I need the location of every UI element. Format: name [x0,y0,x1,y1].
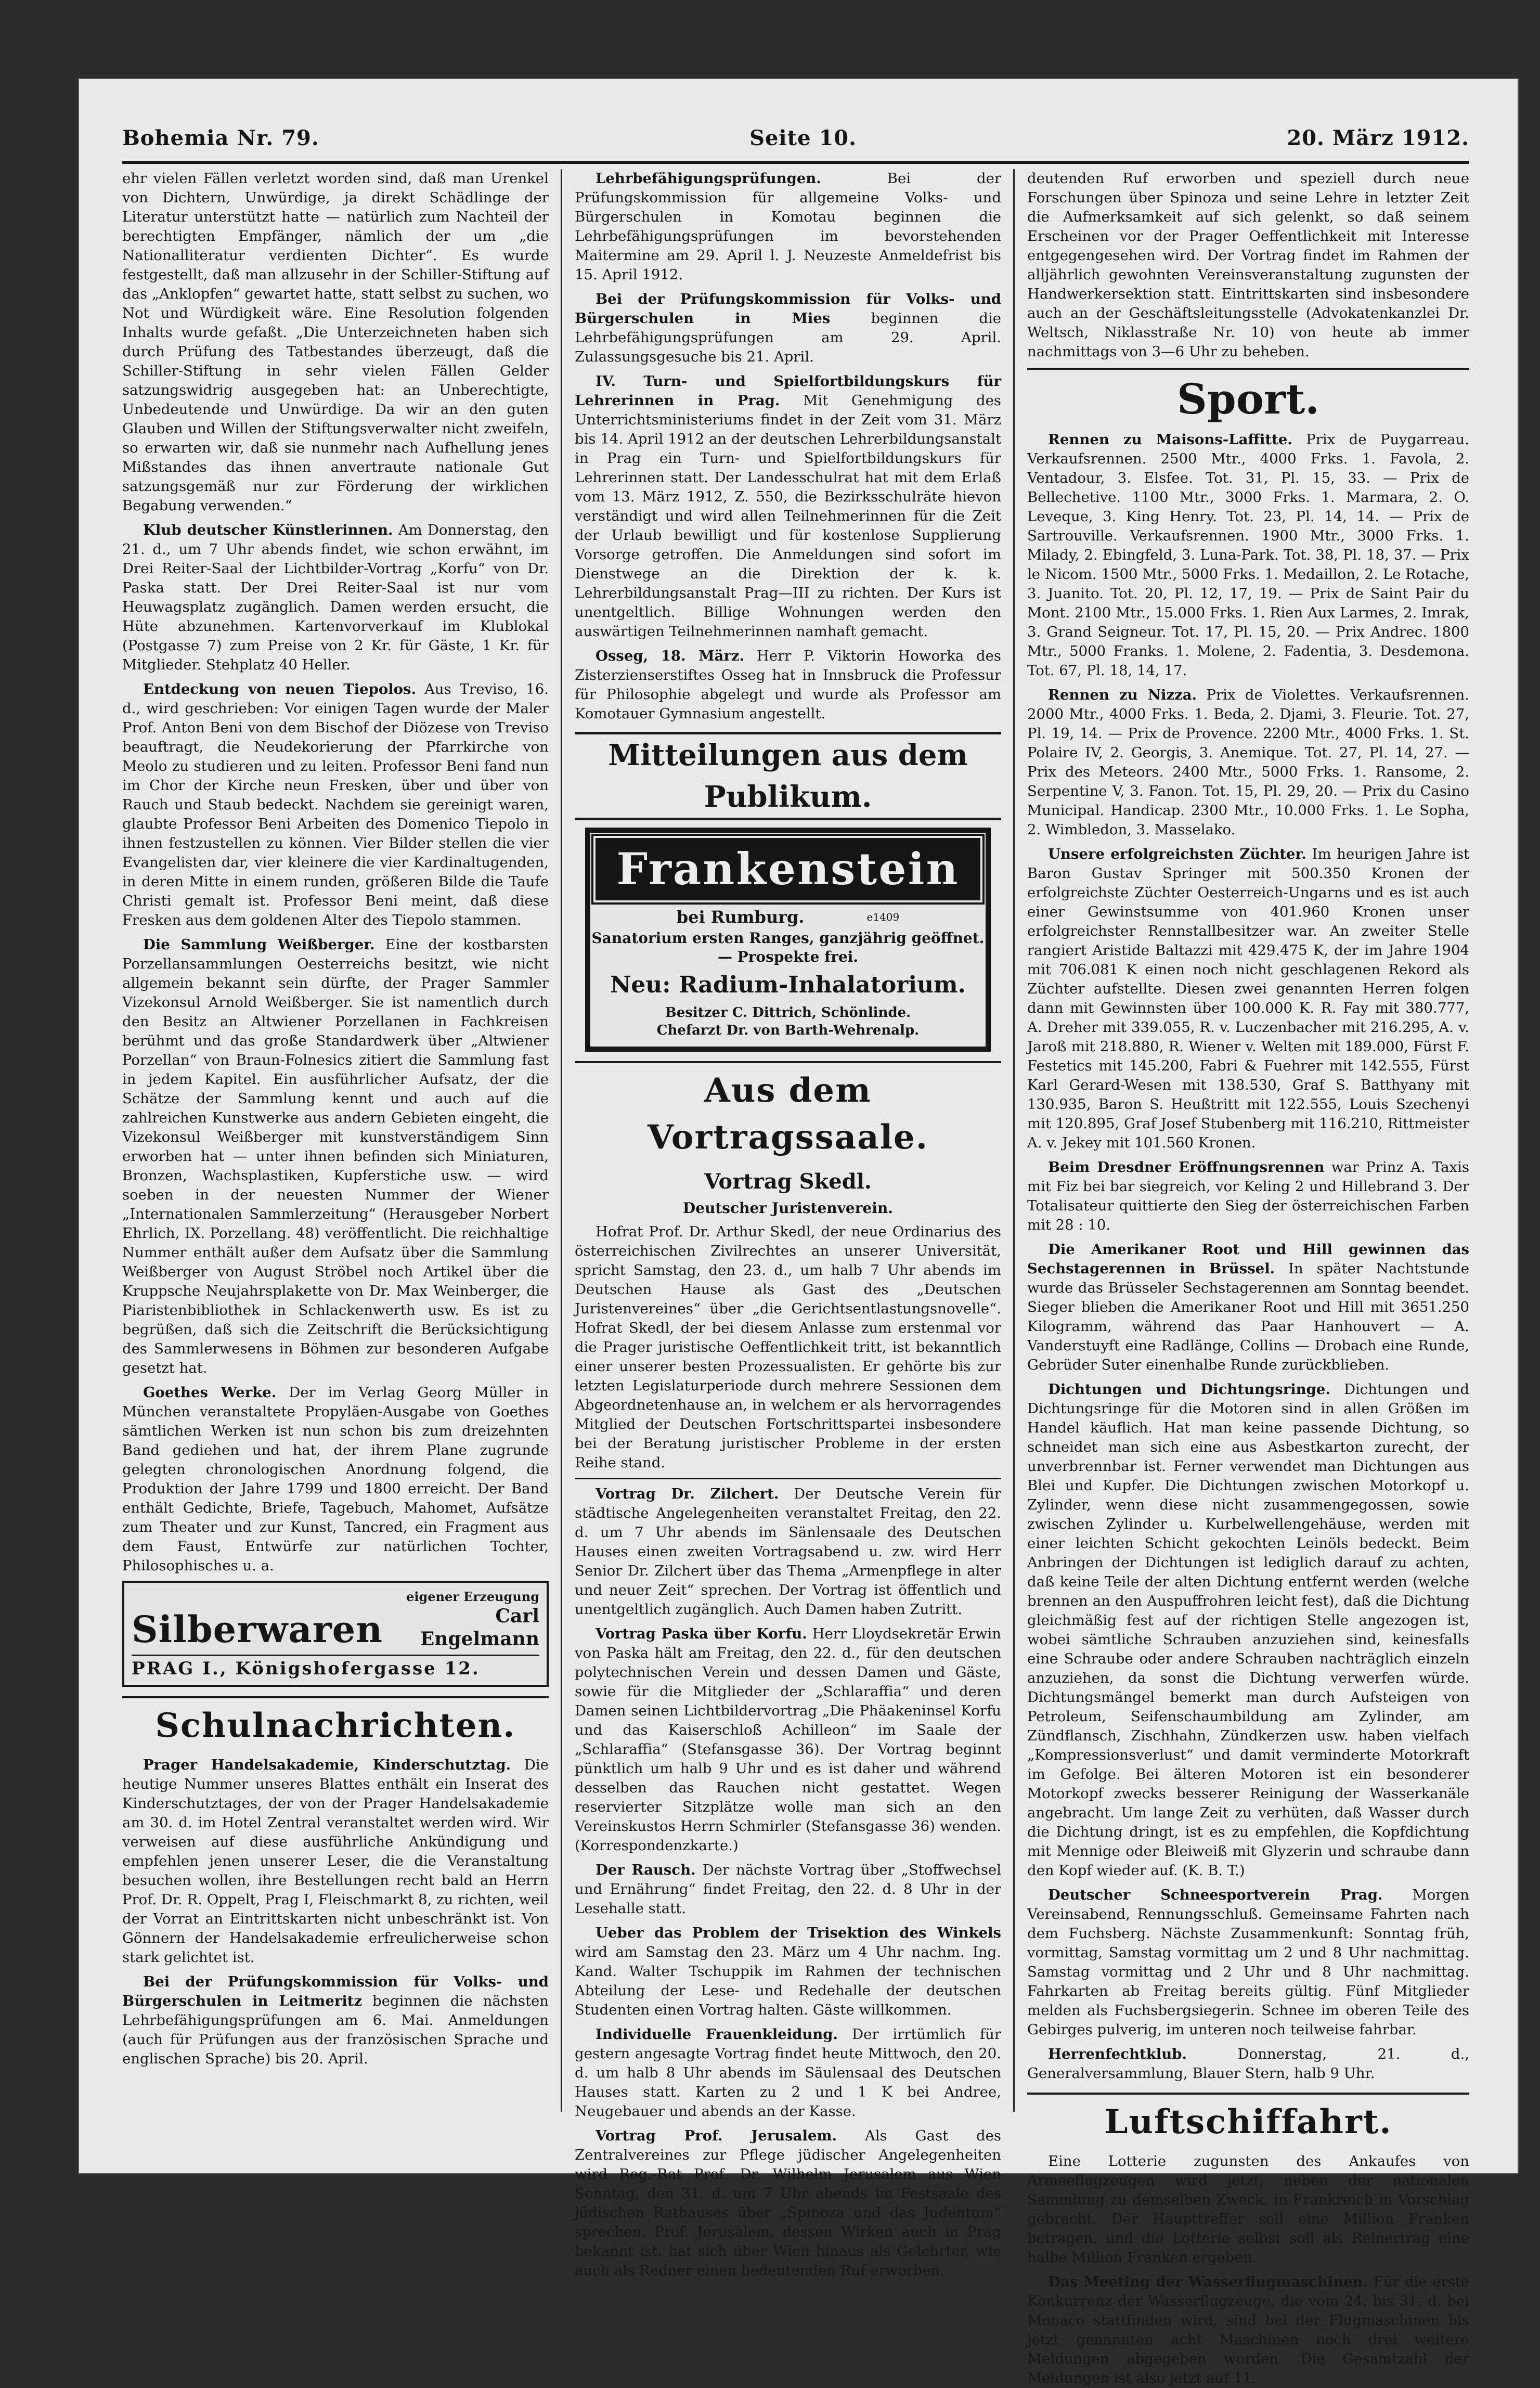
news-item [1027,1886,1469,2040]
section-title-mitteilungen: Mitteilungen aus dem Publikum. [575,732,1001,820]
ad-owner [590,1004,986,1039]
news-item-title: Rennen zu Nizza. [1048,687,1197,703]
ad-location-row [590,908,986,927]
news-item-body: Herr Lloydsekretär Erwin von Paska hält am Freitag, den 22. d., für den deutschen polytechnischen Verein und dessen Damen und Gäste, sowie für die Mitglieder der „Schlaraffia“ und deren Damen seinen Lichtbildervortrag „Die Phäakeninsel Korfu und das Kaiserschloß Achilleon“ im Saale der „Schlaraffia“ (Stefansgasse 36). Der Vortrag beginnt pünktlich um halb 9 Uhr und es ist daher und während desselben das Rauchen nicht gestattet. Wegen reservierter Sitzplätze wolle man sich an den Vereinskustos Herrn Schmirler (Stefansgasse 36) wenden. (Korrespondenzkarte.) [575,1625,1001,1854]
news-item [575,169,1001,285]
news-item-title: Goethes Werke. [143,1384,277,1401]
news-item-body: Prix de Violettes. Verkaufsrennen. 2000 Mtr., 4000 Frks. 1. Beda, 2. Djami, 3. Fleurie. Tot. 27, Pl. 19, 14. — Prix de Provence. 2200 Mtr., 4000 Frks. 1. St. Polaire IV, 2. Georgis, 3. Anemique. Tot. 27, Pl. 14, 27. — Prix des Meteors. 2400 Mtr., 5000 Frks. 1. Ransome, 2. Serpentine V, 3. Fanon. Tot. 15, Pl. 29, 20. — Prix du Casino Municipal. Handicap. 2300 Mtr., 10.000 Frks. 1. Le Sopha, 2. Wimbledon, 3. Masselako. [1027,687,1469,838]
news-item [1027,430,1469,680]
ad-headline: Silberwaren [132,1608,383,1651]
page-header [122,114,1469,164]
divider [575,1478,1001,1479]
news-item-body: Der irrtümlich für gestern angesagte Vortrag findet heute Mittwoch, den 20. d. um halb 8 Uhr abends im Säulensaal des Deutschen Hauses statt. Karten zu 2 und 1 K bei Andree, Neugebauer und abends an der Kasse. [575,2026,1001,2120]
silverware-advertisement [122,1581,549,1687]
news-item-title: Lehrbefähigungsprüfungen. [596,170,821,187]
news-item-title: Prager Handelsakademie, Kinderschutztag. [143,1757,511,1773]
ad-code: e1409 [866,911,900,923]
news-item-title: Entdeckung von neuen Tiepolos. [143,681,417,698]
news-item-title: Individuelle Frauenkleidung. [596,2026,838,2043]
article-body: Hofrat Prof. Dr. Arthur Skedl, der neue Ordinarius des österreichischen Zivilrechtes an unserer Universität, spricht Samstag, den 23. d., um halb 7 Uhr abends im Deutschen Hause als Gast des „Deutschen Juristenvereines“ über „die Gerichtsentlastungsnovelle“. Hofrat Skedl, der bei diesem Anlasse zum erstenmal vor die Prager juristische Oeffentlichkeit tritt, ist bekanntlich einer unserer besten Prozessualisten. Er gehörte bis zur letzten Legislaturperiode durch mehrere Sessionen dem Abgeordnetenhause an, in welchem er als hervorragendes Mitglied der Deutschen Fortschrittspartei insbesondere bei der Beratung juristischer Probleme in der ersten Reihe stand. [575,1223,1001,1471]
column-divider [1013,169,1015,2112]
section-title-luftschiffahrt: Luftschiffahrt. [1027,2093,1469,2146]
news-item-title: Dichtungen und Dichtungsringe. [1048,1381,1330,1398]
ad-feature: Neu: Radium-Inhalatorium. [610,972,966,998]
sanatorium-advertisement [585,828,991,1052]
news-item [1027,2273,1469,2388]
news-item-title: Klub deutscher Künstlerinnen. [143,522,393,538]
news-item [122,1383,549,1576]
news-item-body: Der nächste Vortrag über „Stoffwechsel und Ernährung“ findet Freitag, den 22. d. 8 Uhr in der Lesehalle statt. [575,1862,1001,1917]
news-item-title: Das Meeting der Wasserflugmaschinen. [1048,2274,1368,2290]
section-title-vortragssaale: Aus dem Vortragssaale. [575,1061,1001,1161]
news-item [575,1861,1001,1918]
news-item-body: Mit Genehmigung des Unterrichtsministeriums findet in der Zeit vom 31. März bis 14. April 1912 an der deutschen Lehrerbildungsanstalt in Prag ein Turn- und Spielfortbildungskurs für Lehrerinnen statt. Der Landesschulrat hat mit dem Erlaß vom 13. März 1912, Z. 550, die Bezirksschulräte hievon verständigt und wird allen Teilnehmerinnen für die Zeit der Urlaub bewilligt und für kostenlose Supplierung Vorsorge getroffen. Die Anmeldungen sind sofort im Dienstwege an die Direktion der k. k. Lehrerbildungsanstalt Prag—III zu richten. Der Kurs ist unentgeltlich. Billige Wohnungen werden den auswärtigen Teilnehmerinnen namhaft gemacht. [575,392,1001,640]
news-item-body: beginnen die Lehrbefähigungsprüfungen am 29. April. Zulassungsgesuche bis 21. April. [575,310,1001,365]
news-item-title: Beim Dresdner Eröffnungsrennen [1048,1159,1325,1176]
news-item [122,1755,549,1967]
news-item-body: Der im Verlag Georg Müller in München veranstaltete Propyläen-Ausgabe von Goethes sämtlichen Werken ist nun schon bis zum dreizehnten Band gediehen und hat, der ihrem Plane zugrunde gelegten chronologischen Anordnung folgend, die Produktion der Jahre 1799 und 1800 erreicht. Der Band enthält Gedichte, Briefe, Tagebuch, Mahomet, Aufsätze zum Theater und zur Kunst, Tancred, ein Fragment aus dem Faust, Entwürfe zur natürlichen Tochter, Philosophisches u. a. [122,1384,549,1574]
news-item [575,1624,1001,1855]
article-continuation: ehr vielen Fällen verletzt worden sind, daß man Urenkel von Dichtern, Unwürdige, ja direkt Schädlinge der Literatur unterstützt hatte — natürlich zum Nachteil der berechtigten Empfänger, nämlich der um „die Nationalliteratur verdienten Dichter“. Es wurde festgestellt, daß man allzusehr in der Schiller-Stiftung auf das „Anklopfen“ gewartet hatte, statt selbst zu suchen, wo Not und Würdigkeit wäre. Eine Resolution folgenden Inhalts wurde gefaßt. „Die Unterzeichneten haben sich durch Prüfung des Tatbestandes überzeugt, daß die Schiller-Stiftung in sehr vielen Fällen Gelder satzungswidrig ausgegeben hat: an Unberechtigte, Unbedeutende und Unwürdige. Da wir an den guten Glauben und Willen der Stiftungsverwalter nicht zweifeln, so erwarten wir, daß sie nunmehr nach Aufhellung jenes Mißstandes das ihnen anvertraute nationale Gut satzungsgemäß nur zur Förderung der wirklichen Begabung verwenden.“ [122,170,549,514]
news-item [122,1972,549,2069]
news-item [575,372,1001,641]
ad-doctor-line: Chefarzt Dr. von Barth-Wehrenalp. [656,1023,920,1038]
article-body: Eine Lotterie zugunsten des Ankaufes von Armeeflugzeugen wird jetzt, neben der nationalen Sammlung zu demselben Zweck, in Frankreich in Vorschlag gebracht. Der Haupttreffer soll eine Million Franken betragen, und die Lotterie selbst soll als Reinertrag eine halbe Million Franken ergeben. [1027,2153,1469,2266]
news-item-body: Im heurigen Jahre ist Baron Gustav Springer mit 500.350 Kronen der erfolgreichste Züchter Oesterreich-Ungarns und es ist auch einer Gewinstsumme von 401.960 Kronen unser erfolgreichster Rennstallbesitzer war. An zweiter Stelle rangiert Aristide Baltazzi mit 429.475 K, der im Jahre 1904 mit 706.081 K einen noch nicht geschlagenen Rekord als Züchter aufstellte. Diesen zwei genannten Herren folgen dann mit Gewinnsten über 100.000 K. R. Fay mit 380.777, A. Dreher mit 339.055, R. v. Luczenbacher mit 216.295, A. v. Jaroß mit 218.880, R. Wiener v. Welten mit 189.000, Fürst F. Festetics mit 145.200, Fabri & Fuehrer mit 142.555, Fürst Karl Gerard-Wesen mit 138.530, Graf S. Batthyany mit 130.935, Baron S. Heußtritt mit 122.555, Louis Szechenyi mit 120.895, Graf Josef Stubenberg mit 116.210, Rittmeister A. v. Jekey mit 101.560 Kronen. [1027,846,1470,1151]
news-item-body: Eine der kostbarsten Porzellansammlungen Oesterreichs besitzt, wie nicht allgemein bekannt sein dürfte, der Prager Sammler Vizekonsul Arnold Weißberger. Sie ist namentlich durch den Besitz an Altwiener Porzellanen in Fachkreisen berühmt und das große Standardwerk über „Altwiener Porzellan“ von Braun-Folnesics zitiert die Sammlung fast in jedem Kapitel. Ein ausführlicher Aufsatz, der die Schätze der Sammlung kennt und auch auf die zahlreichen Kunstwerke aus andern Gebieten eingeht, die Vizekonsul Weißberger mit kunstverständigem Sinn erworben hat — unter ihnen befinden sich Miniaturen, Bronzen, Wachsplastiken, Kupferstiche usw. — wird soeben in der neuesten Nummer der Wiener „Internationalen Sammlerzeitung“ (Herausgeber Norbert Ehrlich, IX. Porzellang. 48) veröffentlicht. Die reichhaltige Nummer enthält außer dem Aufsatz über die Sammlung Weißberger von August Ströbel noch Artikel über die Kruppsche Neujahrsplakette von Dr. Max Weinberger, die Piaristenbibliothek in Schlackenwerth usw. Es ist zu begrüßen, daß sich die Zeitschrift die Berücksichtigung des Sammlerwesens in Böhmen zur besonderen Aufgabe gesetzt hat. [122,936,549,1376]
news-item-body: Dichtungen und Dichtungsringe für die Motoren sind in allen Größen im Handel käuflich. Hat man keine passende Dichtung, so schneidet man sich eine aus Asbestkarton zurecht, der unverbrennbar ist. Ferner verwendet man Dichtungen aus Blei und Kupfer. Die Dichtungen zwischen Motorkopf u. Zylinder, wenn diese nicht zusammengegossen, sowie zwischen Zylinder u. Kurbelwellengehäuse, werden mit einer leichten Schicht gekochten Leinöls bedeckt. Beim Anbringen der Dichtungen ist lediglich darauf zu achten, daß keine Teile der alten Dichtung entfernt werden (welche brennen an den Auspuffrohren leicht fest), daß die Dichtung gleichmäßig fest auf der richtigen Stelle angezogen ist, wobei sämtliche Schrauben anzuziehen sind, keinesfalls eine Schraube oder andere Schrauben nachträglich einzeln anzuziehen, da sonst die Dichtung verwerfen würde. Dichtungsmängel bemerkt man durch Aufsteigen von Petroleum, Seifenschaumbildung am Zylinder, am Zündflansch, Zischhahn, Zündkerzen usw. haben vielfach „Kompressionsverlust“ und damit verminderte Motorkraft im Gefolge. Bei älteren Motoren ist ein besonderer Motorkopf zwecks besserer Reinigung der Wasserkanäle angebracht. Um lange Zeit zu verhüten, daß Wasser durch die Dichtung dringt, ist es zu empfehlen, die Kopfdichtung mit Mennige oder Bleiweiß mit Glyzerin und schraube dann den Kopf wieder auf. (K. B. T.) [1027,1381,1470,1879]
article-continuation: deutenden Ruf erworben und speziell durch neue Forschungen über Spinoza und seine Lehre in letzter Zeit die Aufmerksamkeit auf sich gelenkt, so daß seinem Erscheinen vor der Prager Oeffentlichkeit mit Interesse entgegengesehen wird. Der Vortrag findet im Rahmen der alljährlich gewohnten Vereinsveranstaltung zugunsten der Handwerkersektion statt. Eintrittskarten sind insbesondere auch an der Geschäftsleitungsstelle (Advokatenkanzlei Dr. Weltsch, Niklasstraße Nr. 10) von heute ab immer nachmittags von 3—6 Uhr zu beheben. [1027,170,1469,360]
news-item [575,2126,1001,2280]
newspaper-page [78,78,1519,2386]
ad-tagline: eigener Erzeugung [406,1589,539,1604]
article-title: Vortrag Skedl. [704,1169,872,1194]
news-item-body: Für die erste Konkurrenz der Wasserflugzeuge, die vom 24. bis 31. d. bei Monaco stattfinden wird, sind bei der Flugmaschinen bis jetzt genannten acht Maschinen noch drei weitere Meldungen abgegeben worden. Die Gesamtzahl der Meldungen ist also jetzt auf 11. [1027,2274,1470,2386]
news-item-body: Morgen Vereinsabend, Rennungsschluß. Gemeinsame Fahrten nach dem Fuchsberg. Nächste Zusammenkunft: Sonntag früh, vormittag, Samstag vormittag um 2 und 8 Uhr nachmittag. Samstag vormittag und 2 Uhr und 8 Uhr nachmittag. Fahrkarten ab Freitag bereits gültig. Fünf Mitglieder melden als Fuchsbergsiegerin. Schnee im oberen Teile des Gebirges pulverig, im unteren noch teilweise fahrbar. [1027,1887,1469,2038]
news-item-title: Osseg, 18. März. [596,648,745,664]
page-number: Seite 10. [749,125,857,150]
column-divider [561,169,562,2112]
news-item-title: Der Rausch. [596,1862,696,1878]
news-item-body: war Prinz A. Taxis mit Fiz bei bar siegreich, vor Keling 2 und Hillebrand 3. Der Totalisateur quittierte den Sieg der österreichischen Farben mit 28 : 10. [1027,1159,1469,1233]
ad-location: bei Rumburg. [676,907,805,927]
news-item-title: Deutscher Schneesportverein Prag. [1048,1887,1383,1903]
ad-logo-frankenstein: Frankenstein [593,836,982,902]
news-item-body: Bei der Prüfungskommission für allgemeine Volks- und Bürgerschulen in Komotau beginnen die Lehrbefähigungsprüfungen im bevorstehenden Maitermine am 29. April l. J. Neuzeste Anmeldefrist bis 15. April 1912. [575,170,1001,283]
news-item-body: Der Deutsche Verein für städtische Angelegenheiten veranstaltet Freitag, den 22. d. um 7 Uhr abends im Sänlensaale des Deutschen Hauses einen zweiten Vortragsabend u. zw. wird Herr Senior Dr. Zilchert über das Thema „Armenpflege in alter und neuer Zeit“ sprechen. Der Vortrag ist öffentlich und unentgeltlich zugänglich. Auch Damen haben Zutritt. [575,1486,1001,1618]
news-item-body: Donnerstag, 21. d., Generalversammlung, Blauer Stern, halb 9 Uhr. [1027,2046,1469,2082]
news-item-body: wird am Samstag den 23. März um 4 Uhr nachm. Ing. Kand. Walter Tschuppik im Rahmen der technischen Abteilung der Lese- und Redehalle der deutschen Studenten einen Vortrag halten. Gäste willkommen. [575,1944,1001,2018]
news-item-body: Aus Treviso, 16. d., wird geschrieben: Vor einigen Tagen wurde der Maler Prof. Anton Beni von dem Bischof der Diözese von Treviso beauftragt, die Neudekorierung der Pfarrkirche von Meolo zu studieren und zu leiten. Professor Beni fand nun im Chor der Kirche neun Fresken, über und über von Rauch und Staub bedeckt. Nachdem sie gereinigt waren, glaubte Professor Beni Arbeiten des Domenico Tiepolo in ihnen festzustellen zu können. Vier Bilder stellen die vier Evangelisten dar, vier kleinere die vier Kardinaltugenden, in deren Mitte in einem runden, größeren Bilde die Taufe Christi gemalt ist. Professor Beni meint, daß diese Fresken aus dem goldenen Alter des Tiepolo stammen. [122,681,549,928]
news-item [1027,845,1469,1153]
article-subtitle: Deutscher Juristenverein. [682,1199,894,1217]
news-item-title: Vortrag Dr. Zilchert. [596,1486,779,1502]
news-item [575,2025,1001,2121]
news-item [1027,2045,1469,2083]
news-item-title: Vortrag Paska über Korfu. [596,1625,807,1642]
news-item-body: Die heutige Nummer unseres Blattes enthält ein Inserat des Kinderschutztages, der von der Prager Handelsakademie am 30. d. im Hotel Zentral veranstaltet werden wird. Wir verweisen auf diese ausführliche Ankündigung und empfehlen jenen unserer Leser, die die Veranstaltung besuchen wollen, ihre Bestellungen recht bald an Herrn Prof. Dr. R. Oppelt, Prag I, Fleischmarkt 8, zu richten, weil der Vorrat an Eintrittskarten nicht unbeschränkt ist. Von Gönnern der Handelsakademie erfreulicherweise schon stark gelichtet ist. [122,1757,549,1966]
news-item-title: Vortrag Prof. Jerusalem. [596,2127,837,2144]
news-item-title: Bei der Prüfungskommission für Volks- und Bürgerschulen in Leitmeritz [122,1973,549,2009]
ad-company: Carl Engelmann [420,1605,539,1650]
news-item [1027,1158,1469,1235]
news-item-title: Herrenfechtklub. [1048,2046,1187,2062]
news-item-title: Unsere erfolgreichsten Züchter. [1048,846,1306,862]
news-item [575,1924,1001,2020]
issue-date: 20. März 1912. [1287,125,1469,150]
ad-description: Sanatorium ersten Ranges, ganzjährig geöffnet. — Prospekte frei. [591,930,985,965]
ad-address: PRAG I., Königshofergasse 12. [132,1655,539,1679]
news-item [1027,1380,1469,1880]
ad-owner-line: Besitzer C. Dittrich, Schönlinde. [665,1005,911,1021]
news-item-body: Als Gast des Zentralvereines zur Pflege jüdischer Angelegenheiten wird Reg.-Rat Prof. Dr. Wilhelm Jerusalem aus Wien Sonntag, den 31. d. um 7 Uhr abends im Festsaale des jüdischen Rathauses über „Spinoza und das Judentum“ sprechen. Prof. Jerusalem, dessen Wirken auch in Prag bekannt ist, hat sich über Wien hinaus als Gelehrter, wie auch als Redner einen bedeutenden Ruf erworben. [575,2127,1001,2279]
news-item [122,680,549,930]
news-item-body: Prix de Puygarreau. Verkaufsrennen. 2500 Mtr., 4000 Frks. 1. Favola, 2. Ventadour, 3. Elsfee. Tot. 31, Pl. 15, 33. — Prix de Bellechetive. 1100 Mtr., 3000 Frks. 1. Marmara, 2. O. Leveque, 3. King Henry. Tot. 23, Pl. 14, 14. — Prix de Sartrouville. Verkaufsrennen. 1900 Mtr., 3000 Frks. 1. Milady, 2. Ebingfeld, 3. Luna-Park. Tot. 38, Pl. 18, 37. — Prix le Nicom. 1500 Mtr., 5000 Frks. 1. Medaillon, 2. Le Rotache, 3. Juanito. Tot. 20, Pl. 12, 17, 19. — Prix de Saint Pair du Mont. 2100 Mtr., 15.000 Frks. 1. Rien Aux Larmes, 2. Imrak, 3. Grand Seigneur. Tot. 17, Pl. 15, 20. — Prix Andrec. 1800 Mtr., 5000 Franks. 1. Molene, 2. Fadentia, 3. Desdemona. Tot. 67, Pl. 18, 14, 17. [1027,431,1470,679]
news-item-body: In später Nachtstunde wurde das Brüsseler Sechstagerennen am Sonntag beendet. Sieger blieben die Amerikaner Root und Hill mit 3651.250 Kilogramm, während das Paar Hanhouvert — A. Vanderstuyft eine Radlänge, Collins — Drobach eine Runde, Gebrüder Suter einenhalbe Runde zurückblieben. [1027,1260,1469,1373]
news-item-body: beginnen die nächsten Lehrbefähigungsprüfungen am 6. Mai. Anmeldungen (auch für Prüfungen aus der französischen Sprache und englischen Sprache) bis 20. April. [122,1993,549,2067]
news-item-title: Die Sammlung Weißberger. [143,936,375,953]
news-item [575,1485,1001,1619]
issue-number: Bohemia Nr. 79. [122,125,319,150]
news-item-title: IV. Turn- und Spielfortbildungskurs für Lehrerinnen in Prag. [575,373,1001,409]
news-item [122,521,549,675]
news-item [122,935,549,1378]
column-left [122,169,549,2112]
news-item-title: Die Amerikaner Root und Hill gewinnen das Sechstagerennen in Brüssel. [1027,1241,1469,1277]
news-item-title: Ueber das Problem der Trisektion des Winkels [596,1925,1001,1941]
column-middle [575,169,1001,2279]
news-item [1027,686,1469,840]
section-title-schulnachrichten: Schulnachrichten. [122,1696,549,1749]
news-item [575,647,1001,724]
column-right [1027,169,1470,2386]
news-item-body: Am Donnerstag, den 21. d., um 7 Uhr abends findet, wie schon erwähnt, im Drei Reiter-Saal der Lichtbilder-Vortrag „Korfu“ von Dr. Paska statt. Der Drei Reiter-Saal ist nur vom Heuwagsplatz zugänglich. Damen werden ersucht, die Hüte abzunehmen. Kartenvorverkauf im Klublokal (Postgasse 7) zum Preise von 2 Kr. für Gäste, 1 Kr. für Mitglieder. Stehplatz 40 Heller. [122,522,549,673]
news-item-title: Bei der Prüfungskommission für Volks- und Bürgerschulen in Mies [575,291,1001,327]
news-item-title: Rennen zu Maisons-Laffitte. [1048,431,1292,448]
news-item-body: Herr P. Viktorin Howorka des Zisterzienserstiftes Osseg hat in Innsbruck die Professur für Philosophie abgelegt und wurde als Professor am Komotauer Gymnasium angestellt. [575,648,1001,722]
news-item [575,290,1001,367]
section-title-sport: Sport. [1027,368,1469,425]
news-item [1027,1240,1469,1375]
